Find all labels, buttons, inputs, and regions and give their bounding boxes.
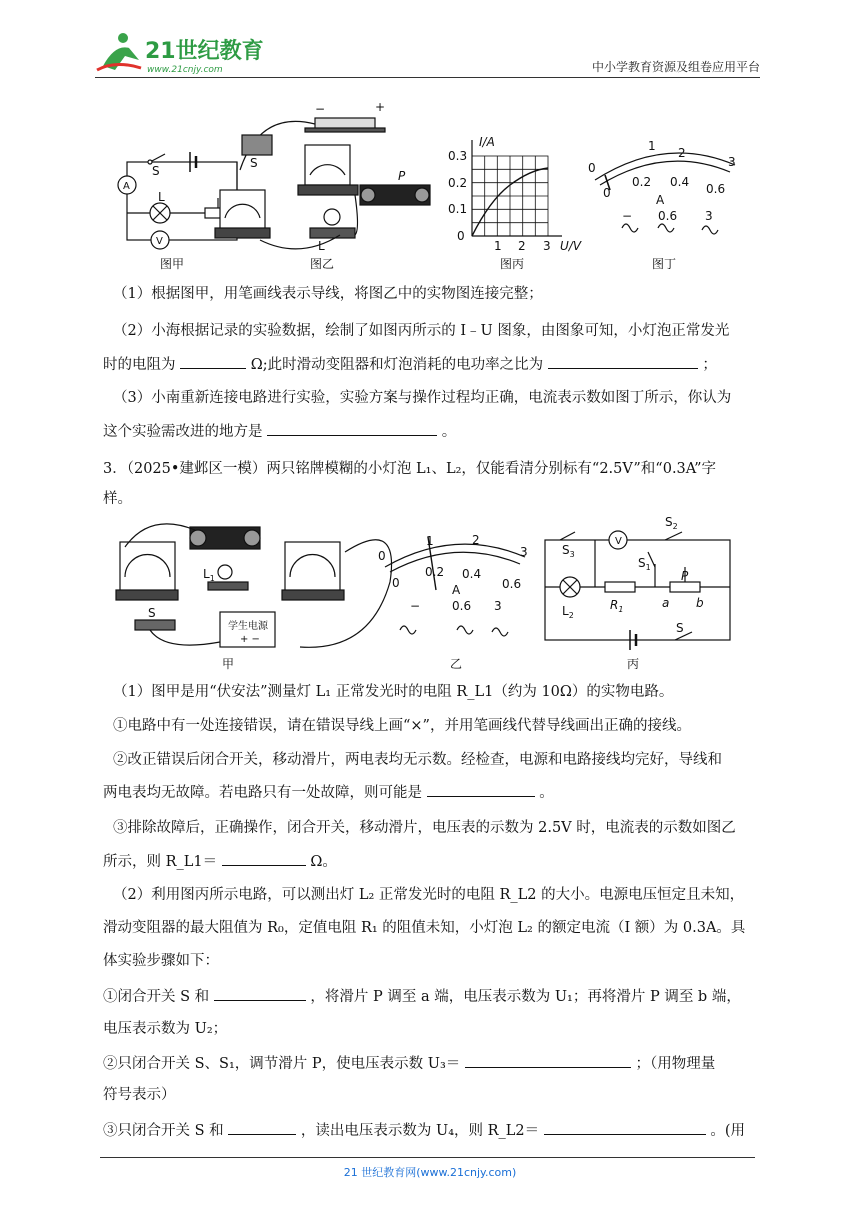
footer-divider bbox=[100, 1157, 755, 1158]
yi-switch-label: S bbox=[250, 156, 258, 170]
svg-text:www.21cnjy.com: www.21cnjy.com bbox=[147, 65, 223, 75]
graph-xtick: 2 bbox=[518, 239, 526, 253]
graph-ytick: 0.3 bbox=[448, 149, 468, 163]
q3-item1: ①电路中有一处连接错误，请在错误导线上画“×”，并用笔画线代替导线画出正确的接线。 bbox=[113, 718, 691, 734]
power-supply-label: 学生电源 bbox=[228, 621, 268, 632]
q3-dial-inner-tick: 0.6 bbox=[502, 577, 522, 591]
caption-q3-bing: 丙 bbox=[627, 657, 640, 671]
q3-item3-line2: 所示，则 R_L1＝ Ω。 bbox=[103, 851, 337, 872]
q3-end-a: a bbox=[662, 596, 670, 610]
q3-switch-label: S bbox=[148, 606, 156, 620]
q3-s3-label: $S_3$ bbox=[562, 543, 575, 559]
q3-s1-label: $S_1$ bbox=[638, 556, 651, 572]
q2-part3-line2: 这个实验需改进的地方是 。 bbox=[103, 421, 456, 442]
caption-q3-jia: 甲 bbox=[222, 657, 235, 671]
dial-outer-tick: 0 bbox=[588, 161, 596, 175]
q3-stem-line1: 3．（2025•建邺区一模）两只铭牌模糊的小灯泡 L₁、L₂，仅能看清分别标有“2.5V”和“0.3A”字 bbox=[103, 461, 717, 477]
q3-part2-line3: 体实验步骤如下： bbox=[103, 953, 219, 969]
dial-outer-tick: 1 bbox=[648, 139, 656, 153]
q3-step2-line1: ②只闭合开关 S、S₁，调节滑片 P，使电压表示数 U₃＝ ；（用物理量 bbox=[103, 1053, 715, 1074]
ammeter-label: A bbox=[123, 181, 130, 192]
q3-voltmeter-label: V bbox=[615, 536, 622, 547]
caption-bing: 图丙 bbox=[500, 257, 525, 271]
dial-outer-tick: 2 bbox=[678, 146, 686, 160]
answer-blank-u3[interactable] bbox=[465, 1053, 631, 1068]
graph-y-label: I/A bbox=[479, 135, 495, 149]
q3-item3-line1: ③排除故障后，正确操作，闭合开关，移动滑片，电压表的示数为 2.5V 时，电流表的示数如图乙 bbox=[113, 820, 736, 836]
q3-dial-outer-tick: 2 bbox=[472, 533, 480, 547]
dial-terminal: − bbox=[622, 209, 633, 223]
caption-q3-yi: 乙 bbox=[450, 657, 463, 671]
q3-main-switch-label: S bbox=[676, 621, 684, 635]
figure-yi-apparatus bbox=[215, 118, 430, 249]
dial-terminal: 3 bbox=[705, 209, 713, 223]
voltmeter-label: V bbox=[156, 236, 163, 247]
answer-blank-step1-switch[interactable] bbox=[214, 986, 306, 1001]
figure-row-2 bbox=[110, 512, 750, 674]
q3-step1-line2: 电压表示数为 U₂； bbox=[103, 1021, 228, 1037]
q3-part2-line2: 滑动变阻器的最大阻值为 R₀，定值电阻 R₁ 的阻值未知，小灯泡 L₂ 的额定电流（I 额）为 0.3A。具 bbox=[103, 920, 746, 936]
q3-step1-line1: ①闭合开关 S 和 ，将滑片 P 调至 a 端，电压表示数为 U₁；再将滑片 P 调至 b 端， bbox=[103, 986, 741, 1007]
q3-dial-outer-tick: 3 bbox=[520, 545, 528, 559]
q3-end-b: b bbox=[696, 596, 704, 610]
q3-dial-inner-tick: 0.4 bbox=[462, 567, 482, 581]
logo-21cnjy bbox=[95, 30, 265, 76]
lamp-label: L bbox=[158, 190, 165, 204]
caption-yi: 图乙 bbox=[310, 257, 335, 271]
q3-step2-line2: 符号表示） bbox=[103, 1087, 176, 1103]
q3-step3-line: ③只闭合开关 S 和 ，读出电压表示数为 U₄，则 R_L2＝ 。(用 bbox=[103, 1120, 745, 1141]
dial-unit: A bbox=[656, 193, 665, 207]
q3-r1-label: $R_1$ bbox=[610, 598, 624, 614]
dial-outer-tick: 3 bbox=[728, 155, 736, 169]
switch-label: S bbox=[152, 164, 160, 178]
graph-ytick: 0.2 bbox=[448, 176, 468, 190]
graph-ytick: 0 bbox=[457, 229, 465, 243]
q3-part1: （1）图甲是用“伏安法”测量灯 L₁ 正常发光时的电阻 R_L1（约为 10Ω）的实物电路。 bbox=[113, 684, 674, 700]
q3-l2-label: $L_2$ bbox=[562, 604, 574, 620]
q3-dial-outer-tick: 0 bbox=[378, 549, 386, 563]
dial-inner-tick: 0.2 bbox=[632, 175, 652, 189]
dial-inner-tick: 0 bbox=[603, 186, 611, 200]
graph-xtick: 1 bbox=[494, 239, 502, 253]
graph-ytick: 0.1 bbox=[448, 202, 468, 216]
figure-row-1 bbox=[110, 100, 760, 275]
answer-blank-resistance[interactable] bbox=[180, 354, 246, 369]
q3-dial-inner-tick: 0 bbox=[392, 576, 400, 590]
header-platform-text: 中小学教育资源及组卷应用平台 bbox=[591, 60, 760, 74]
answer-blank-improvement[interactable] bbox=[267, 421, 437, 436]
q2-part2-line1: （2）小海根据记录的实验数据，绘制了如图丙所示的 I﹣U 图象，由图象可知，小灯泡正常发光 bbox=[113, 323, 730, 339]
footer-text[interactable]: 21 世纪教育网(www.21cnjy.com) bbox=[343, 1166, 517, 1179]
yi-battery-minus: − bbox=[315, 102, 326, 116]
answer-blank-power-ratio[interactable] bbox=[548, 354, 698, 369]
caption-jia: 图甲 bbox=[160, 257, 185, 271]
svg-text:21世纪教育: 21世纪教育 bbox=[145, 39, 264, 64]
q3-dial-unit: A bbox=[452, 583, 461, 597]
answer-blank-step3-switch[interactable] bbox=[228, 1120, 296, 1135]
power-supply-terminals: + − bbox=[240, 634, 260, 645]
dial-terminal: 0.6 bbox=[658, 209, 678, 223]
answer-blank-fault[interactable] bbox=[427, 782, 535, 797]
yi-slider-label: P bbox=[398, 169, 406, 183]
q2-part2-line2: 时的电阻为 Ω;此时滑动变阻器和灯泡消耗的电功率之比为 ； bbox=[103, 354, 717, 375]
q3-slider-label: P bbox=[681, 569, 689, 583]
q3-s2-label: $S_2$ bbox=[665, 515, 678, 531]
q2-part3-line1: （3）小南重新连接电路进行实验，实验方案与操作过程均正确，电流表示数如图丁所示，你认为 bbox=[113, 390, 732, 406]
answer-blank-rl2[interactable] bbox=[544, 1120, 706, 1135]
q3-stem-line2: 样。 bbox=[103, 491, 132, 507]
q3-lamp-l1-label: $L_1$ bbox=[203, 567, 215, 583]
yi-lamp-label: L bbox=[318, 239, 325, 253]
figure-bing-graph bbox=[472, 140, 562, 236]
q3-dial-terminal: 0.6 bbox=[452, 599, 472, 613]
graph-xtick: 3 bbox=[543, 239, 551, 253]
caption-ding: 图丁 bbox=[652, 257, 677, 271]
q2-part1: （1）根据图甲，用笔画线表示导线，将图乙中的实物图连接完整； bbox=[113, 286, 543, 302]
q3-item2-line1: ②改正错误后闭合开关，移动滑片，两电表均无示数。经检查，电源和电路接线均完好，导线和 bbox=[113, 752, 722, 768]
figure-q3-bing-circuit bbox=[545, 531, 730, 650]
q3-item2-line2: 两电表均无故障。若电路只有一处故障，则可能是 。 bbox=[103, 782, 554, 803]
page-header bbox=[95, 30, 760, 78]
header-divider bbox=[95, 77, 760, 78]
graph-x-label: U/V bbox=[560, 239, 582, 253]
q3-dial-outer-tick: 1 bbox=[426, 534, 434, 548]
q3-part2-line1: （2）利用图丙所示电路，可以测出灯 L₂ 正常发光时的电阻 R_L2 的大小。电源电压恒定且未知， bbox=[113, 887, 745, 903]
yi-battery-plus: + bbox=[375, 100, 386, 114]
q3-dial-inner-tick: 0.2 bbox=[425, 565, 445, 579]
q3-dial-terminal: 3 bbox=[494, 599, 502, 613]
q3-dial-terminal: − bbox=[410, 599, 421, 613]
dial-inner-tick: 0.6 bbox=[706, 182, 726, 196]
dial-inner-tick: 0.4 bbox=[670, 175, 690, 189]
answer-blank-rl1[interactable] bbox=[222, 851, 306, 866]
